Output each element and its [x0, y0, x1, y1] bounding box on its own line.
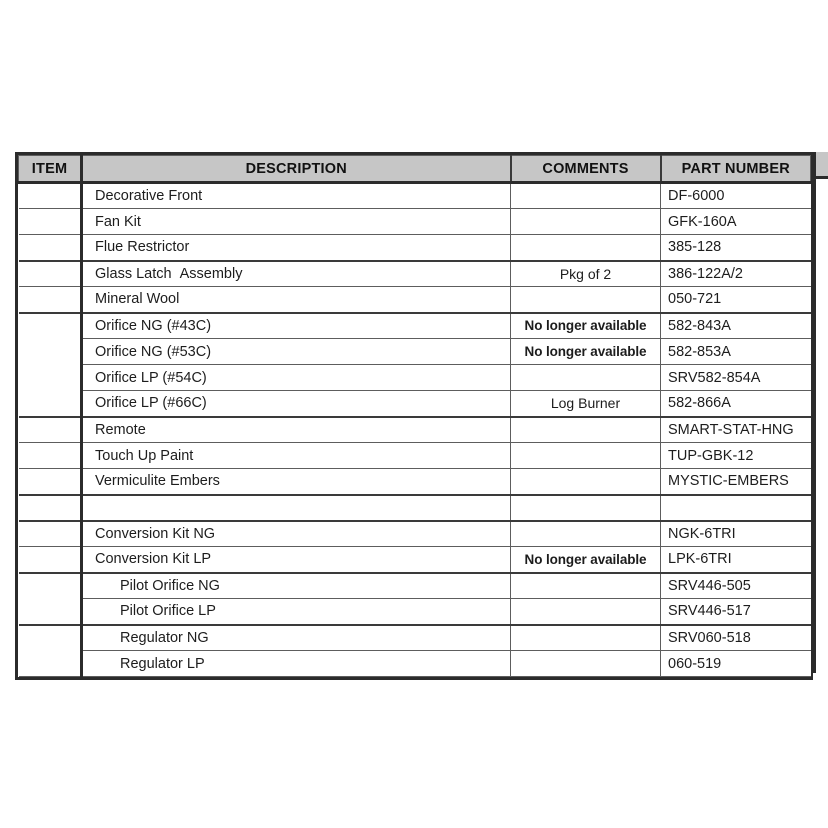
cell-part-number: GFK-160A: [661, 209, 811, 235]
table-row: [19, 651, 811, 677]
table-row: [19, 547, 811, 573]
cell-part-number: SRV582-854A: [661, 365, 811, 391]
cell-comments: [511, 521, 661, 547]
column-header-description: DESCRIPTION: [82, 156, 511, 183]
table-row: [19, 183, 811, 209]
table-row: [19, 339, 811, 365]
cell-item: [19, 469, 82, 495]
cell-part-number: LPK-6TRI: [661, 547, 811, 573]
cell-description: Touch Up Paint: [82, 443, 511, 469]
table-row: [19, 573, 811, 599]
cell-part-number: SRV446-505: [661, 573, 811, 599]
parts-table-container: [15, 152, 813, 680]
cell-item: [19, 287, 82, 313]
cell-comments: [511, 625, 661, 651]
cell-item: [19, 313, 82, 417]
cell-item: [19, 495, 82, 521]
table-row: [19, 261, 811, 287]
cell-comments: [511, 183, 661, 209]
cell-description: Remote: [82, 417, 511, 443]
cell-part-number: SMART-STAT-HNG: [661, 417, 811, 443]
cell-comments: Log Burner: [511, 391, 661, 417]
cell-description: Regulator NG: [82, 625, 511, 651]
cell-item: [19, 417, 82, 443]
cell-item: [19, 625, 82, 677]
cell-comments: [511, 287, 661, 313]
cell-description: Orifice LP (#66C): [82, 391, 511, 417]
cell-item: [19, 443, 82, 469]
cell-description: Pilot Orifice NG: [82, 573, 511, 599]
column-header-comments: COMMENTS: [511, 156, 661, 183]
cell-item: [19, 573, 82, 625]
cell-part-number: SRV060-518: [661, 625, 811, 651]
cell-description: Decorative Front: [82, 183, 511, 209]
cell-part-number: 386-122A/2: [661, 261, 811, 287]
cell-comments: [511, 365, 661, 391]
table-row: [19, 235, 811, 261]
table-row: [19, 469, 811, 495]
cell-comments: [511, 469, 661, 495]
cell-part-number: 582-843A: [661, 313, 811, 339]
table-row: [19, 417, 811, 443]
cell-description: Orifice LP (#54C): [82, 365, 511, 391]
table-row: [19, 625, 811, 651]
cell-description: Conversion Kit LP: [82, 547, 511, 573]
table-row: [19, 287, 811, 313]
table-row: [19, 495, 811, 521]
cell-comments: [511, 209, 661, 235]
cell-part-number: 582-866A: [661, 391, 811, 417]
cell-item: [19, 209, 82, 235]
cell-item: [19, 235, 82, 261]
cell-comments: [511, 443, 661, 469]
table-row: [19, 599, 811, 625]
cell-description: [82, 495, 511, 521]
cell-part-number: TUP-GBK-12: [661, 443, 811, 469]
table-row: [19, 209, 811, 235]
cell-part-number: MYSTIC-EMBERS: [661, 469, 811, 495]
cell-description: Pilot Orifice LP: [82, 599, 511, 625]
table-row: [19, 391, 811, 417]
header-row: [19, 156, 811, 183]
cell-part-number: 582-853A: [661, 339, 811, 365]
table-row: [19, 365, 811, 391]
cell-item: [19, 183, 82, 209]
table-row: [19, 521, 811, 547]
cell-description: Regulator LP: [82, 651, 511, 677]
cell-comments: No longer available: [511, 313, 661, 339]
table-header: [19, 156, 811, 183]
cell-part-number: [661, 495, 811, 521]
clipped-column-header: [816, 152, 828, 179]
cell-comments: No longer available: [511, 339, 661, 365]
cell-comments: [511, 573, 661, 599]
cell-part-number: 385-128: [661, 235, 811, 261]
cell-comments: [511, 417, 661, 443]
column-header-item: ITEM: [19, 156, 82, 183]
parts-table: [18, 155, 811, 677]
clipped-column-body: [816, 179, 828, 673]
cell-comments: [511, 495, 661, 521]
cell-item: [19, 547, 82, 573]
cell-item: [19, 521, 82, 547]
column-header-part-number: PART NUMBER: [661, 156, 811, 183]
clipped-adjacent-column: [813, 152, 828, 673]
table-row: [19, 313, 811, 339]
cell-comments: No longer available: [511, 547, 661, 573]
cell-description: Orifice NG (#43C): [82, 313, 511, 339]
cell-description: Mineral Wool: [82, 287, 511, 313]
cell-comments: Pkg of 2: [511, 261, 661, 287]
cell-comments: [511, 599, 661, 625]
cell-part-number: 060-519: [661, 651, 811, 677]
cell-description: Fan Kit: [82, 209, 511, 235]
table-body: [19, 183, 811, 677]
cell-description: Orifice NG (#53C): [82, 339, 511, 365]
cell-part-number: 050-721: [661, 287, 811, 313]
cell-description: Glass Latch Assembly: [82, 261, 511, 287]
cell-part-number: SRV446-517: [661, 599, 811, 625]
cell-comments: [511, 235, 661, 261]
table-row: [19, 443, 811, 469]
cell-item: [19, 261, 82, 287]
cell-description: Flue Restrictor: [82, 235, 511, 261]
cell-description: Conversion Kit NG: [82, 521, 511, 547]
cell-comments: [511, 651, 661, 677]
cell-description: Vermiculite Embers: [82, 469, 511, 495]
cell-part-number: NGK-6TRI: [661, 521, 811, 547]
cell-part-number: DF-6000: [661, 183, 811, 209]
